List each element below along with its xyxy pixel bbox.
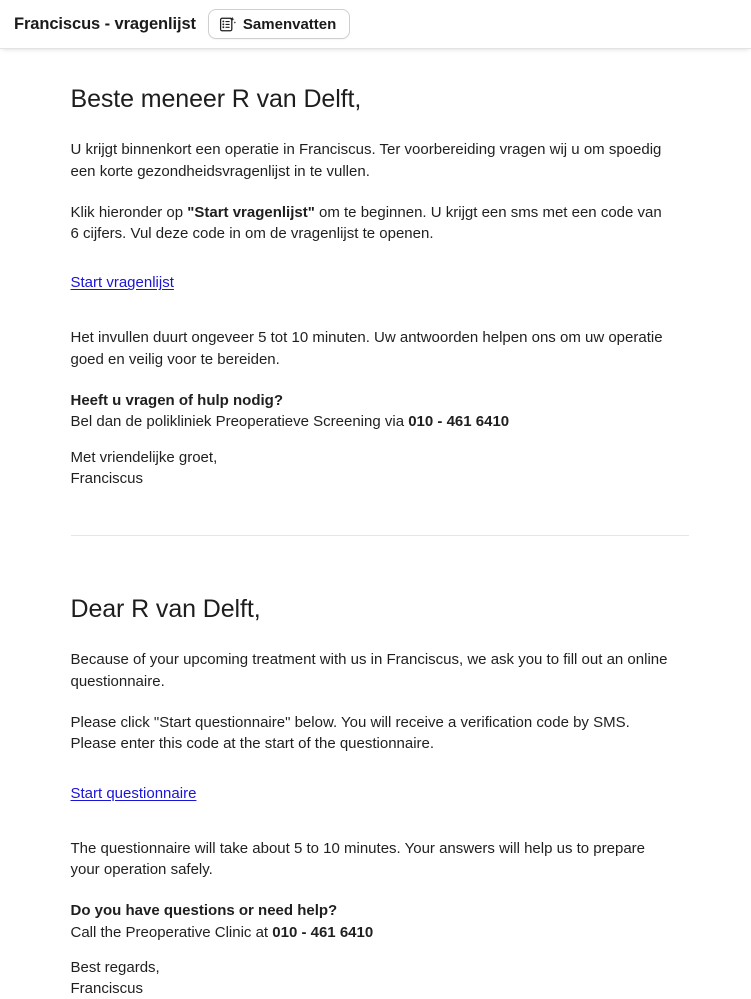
dutch-paragraph-duration: Het invullen duurt ongeveer 5 tot 10 minuten. Uw antwoorden helpen ons om uw operatie goed en veilig voor te bereiden.: [70, 329, 663, 368]
english-paragraph-duration: The questionnaire will take about 5 to 10 minutes. Your answers will help us to prepare your operation safely.: [70, 839, 646, 878]
dutch-instructions-emphasis: "Start vragenlijst": [187, 203, 315, 221]
start-questionnaire-link-nl[interactable]: Start vragenlijst: [70, 274, 174, 292]
english-signoff: Best regards,: [70, 958, 160, 976]
english-phone-number: 010 - 461 6410: [272, 923, 374, 941]
dutch-help-prefix: Bel dan de polikliniek Preoperatieve Screening via: [70, 413, 409, 431]
english-help-heading: Do you have questions or need help?: [70, 902, 338, 920]
english-help-text: [71, 922, 677, 943]
dutch-signoff: Met vriendelijke groet,: [70, 448, 218, 466]
dutch-paragraph-instructions: [71, 202, 673, 245]
summarize-list-sparkle-icon: [219, 16, 236, 33]
app-header: [0, 0, 751, 49]
dutch-paragraph-intro: U krijgt binnenkort een operatie in Franciscus. Ter voorbereiding vragen wij u om spoedig een korte gezondheidsvragenlijst in te vullen.: [70, 141, 662, 180]
english-signer: Franciscus: [70, 980, 144, 998]
english-message-section: [71, 594, 691, 999]
email-content: [61, 71, 691, 999]
dutch-help-text: [71, 411, 677, 432]
email-body: [0, 49, 751, 998]
summarize-button-label: Samenvatten: [242, 15, 337, 33]
dutch-message-section: [71, 71, 691, 489]
english-paragraph-instructions: Please click "Start questionnaire" below. You will receive a verification code by SMS. Please enter this code at the start of the questionnaire.: [70, 714, 630, 753]
english-paragraph-intro: Because of your upcoming treatment with us in Franciscus, we ask you to fill out an online questionnaire.: [70, 651, 668, 690]
dutch-instructions-part2: om te beginnen. U krijgt een sms met een code van 6 cijfers. Vul deze code in om de vragenlijst te openen.: [70, 203, 662, 243]
page-title: Franciscus - vragenlijst: [14, 14, 196, 33]
english-help-prefix: Call the Preoperative Clinic at: [70, 923, 273, 941]
summarize-button[interactable]: [208, 9, 350, 39]
english-greeting: Dear R van Delft,: [70, 595, 261, 624]
dutch-signer: Franciscus: [70, 469, 144, 487]
dutch-instructions-part1: Klik hieronder op: [70, 203, 188, 221]
dutch-phone-number: 010 - 461 6410: [408, 413, 510, 431]
start-questionnaire-link-en[interactable]: Start questionnaire: [70, 784, 197, 802]
dutch-help-heading: Heeft u vragen of hulp nodig?: [70, 392, 283, 410]
dutch-greeting: Beste meneer R van Delft,: [70, 85, 362, 113]
